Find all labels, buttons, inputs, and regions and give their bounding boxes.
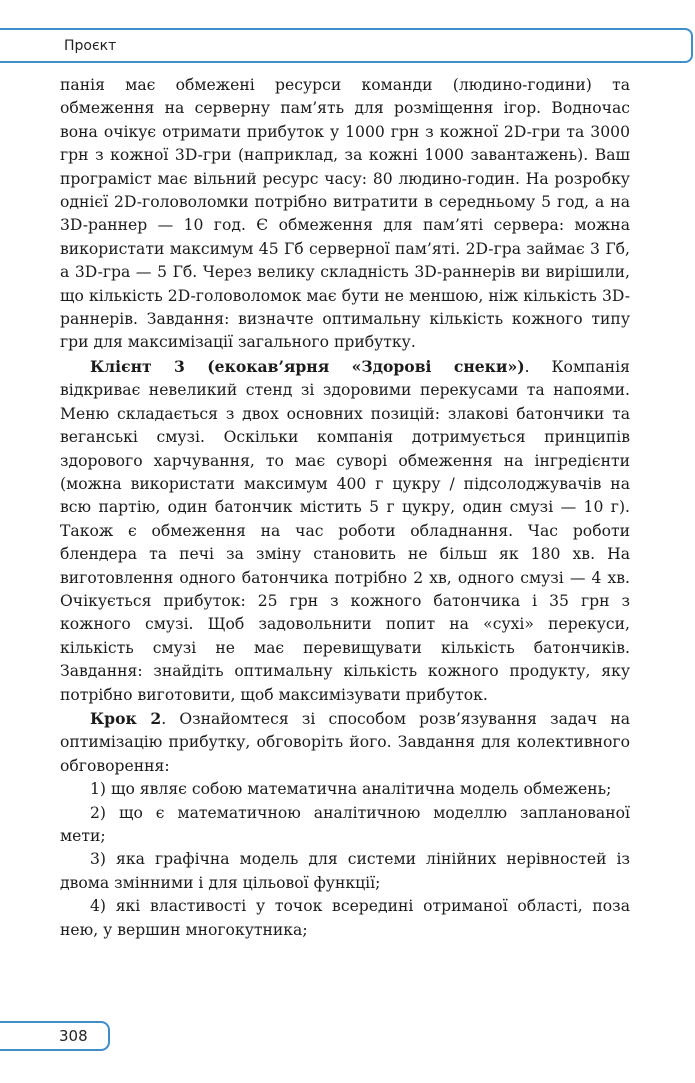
list-item-text: 2) що є математичною аналітичною моделлю запланованої мети; bbox=[60, 803, 630, 845]
page-footer bbox=[0, 1021, 110, 1051]
list-item-3 bbox=[60, 848, 630, 895]
list-item-text: 3) яка графічна модель для системи лінійних нерівностей із двома змінними і для цільової функції; bbox=[60, 850, 630, 892]
paragraph-step-2 bbox=[60, 707, 630, 778]
paragraph-lead: Крок 2 bbox=[90, 708, 162, 728]
page-body bbox=[60, 74, 630, 942]
list-item-text: 1) що являє собою математична аналітична модель обмежень; bbox=[90, 780, 612, 799]
paragraph-client-2-continued bbox=[60, 74, 630, 355]
page-number: 308 bbox=[59, 1027, 88, 1045]
paragraph-lead: Клієнт 3 (екокав’ярня «Здорові снеки») bbox=[90, 356, 525, 376]
list-item-4 bbox=[60, 895, 630, 942]
paragraph-text: панія має обмежені ресурси команди (людино-години) та обмеження на серверну пам’ять для розміщення ігор. Водночас вона очікує отримати прибуток у 1000 грн з кожної 2D-гри та 3000 грн з кожної 3D-гри (наприклад, за кожні 1000 завантажень). Ваш програміст має вільний ресурс часу: 80 людино-годин. На розробку однієї 2D-головоломки потрібно витратити в середньому 5 год, а на 3D-раннер — 10 год. Є обмеження для пам’яті сервера: можна використати максимум 45 Гб серверної пам’яті. 2D-гра займає 3 Гб, а 3D-гра — 5 Гб. Через велику складність 3D-раннерів ви вирішили, що кількість 2D-головоломок має бути не меншою, ніж кількість 3D-раннерів. Завдання: визначте оптимальну кількість кожного типу гри для максимізації загального прибутку. bbox=[60, 76, 630, 352]
paragraph-text: . Компанія відкриває невеликий стенд зі здоровими перекусами та напоями. Меню складається з двох основних позицій: злакові батончики та веганські смузі. Оскільки компанія дотримується принципів здорового харчування, то має суворі обмеження на інгредієнти (можна використати максимум 400 г цукру / підсолоджувачів на всю партію, один батончик містить 5 г цукру, один смузі — 10 г). Також є обмеження на час роботи обладнання. Час роботи блендера та печі за зміну становить не більш як 180 хв. На виготовлення одного батончика потрібно 2 хв, одного смузі — 4 хв. Очікується прибуток: 25 грн з кожного батончика і 35 грн з кожного смузі. Щоб задовольнити попит на «сухі» перекуси, кількість смузі не має перевищувати кількість батончиків. Завдання: знайдіть оптимальну кількість кожного продукту, яку потрібно виготовити, щоб максимізувати прибуток. bbox=[60, 357, 630, 704]
section-title: Проєкт bbox=[64, 38, 117, 54]
paragraph-text: . Ознайомтеся зі способом розв’язування задач на оптимізацію прибутку, обговоріть його. Завдання для колективного обговорення: bbox=[60, 709, 631, 775]
page-header bbox=[0, 28, 693, 63]
list-item-2 bbox=[60, 802, 630, 849]
list-item-text: 4) які властивості у точок всередині отриманої області, поза нею, у вершин многокутника; bbox=[60, 897, 630, 939]
list-item-1 bbox=[60, 778, 630, 801]
paragraph-client-3 bbox=[60, 355, 630, 707]
